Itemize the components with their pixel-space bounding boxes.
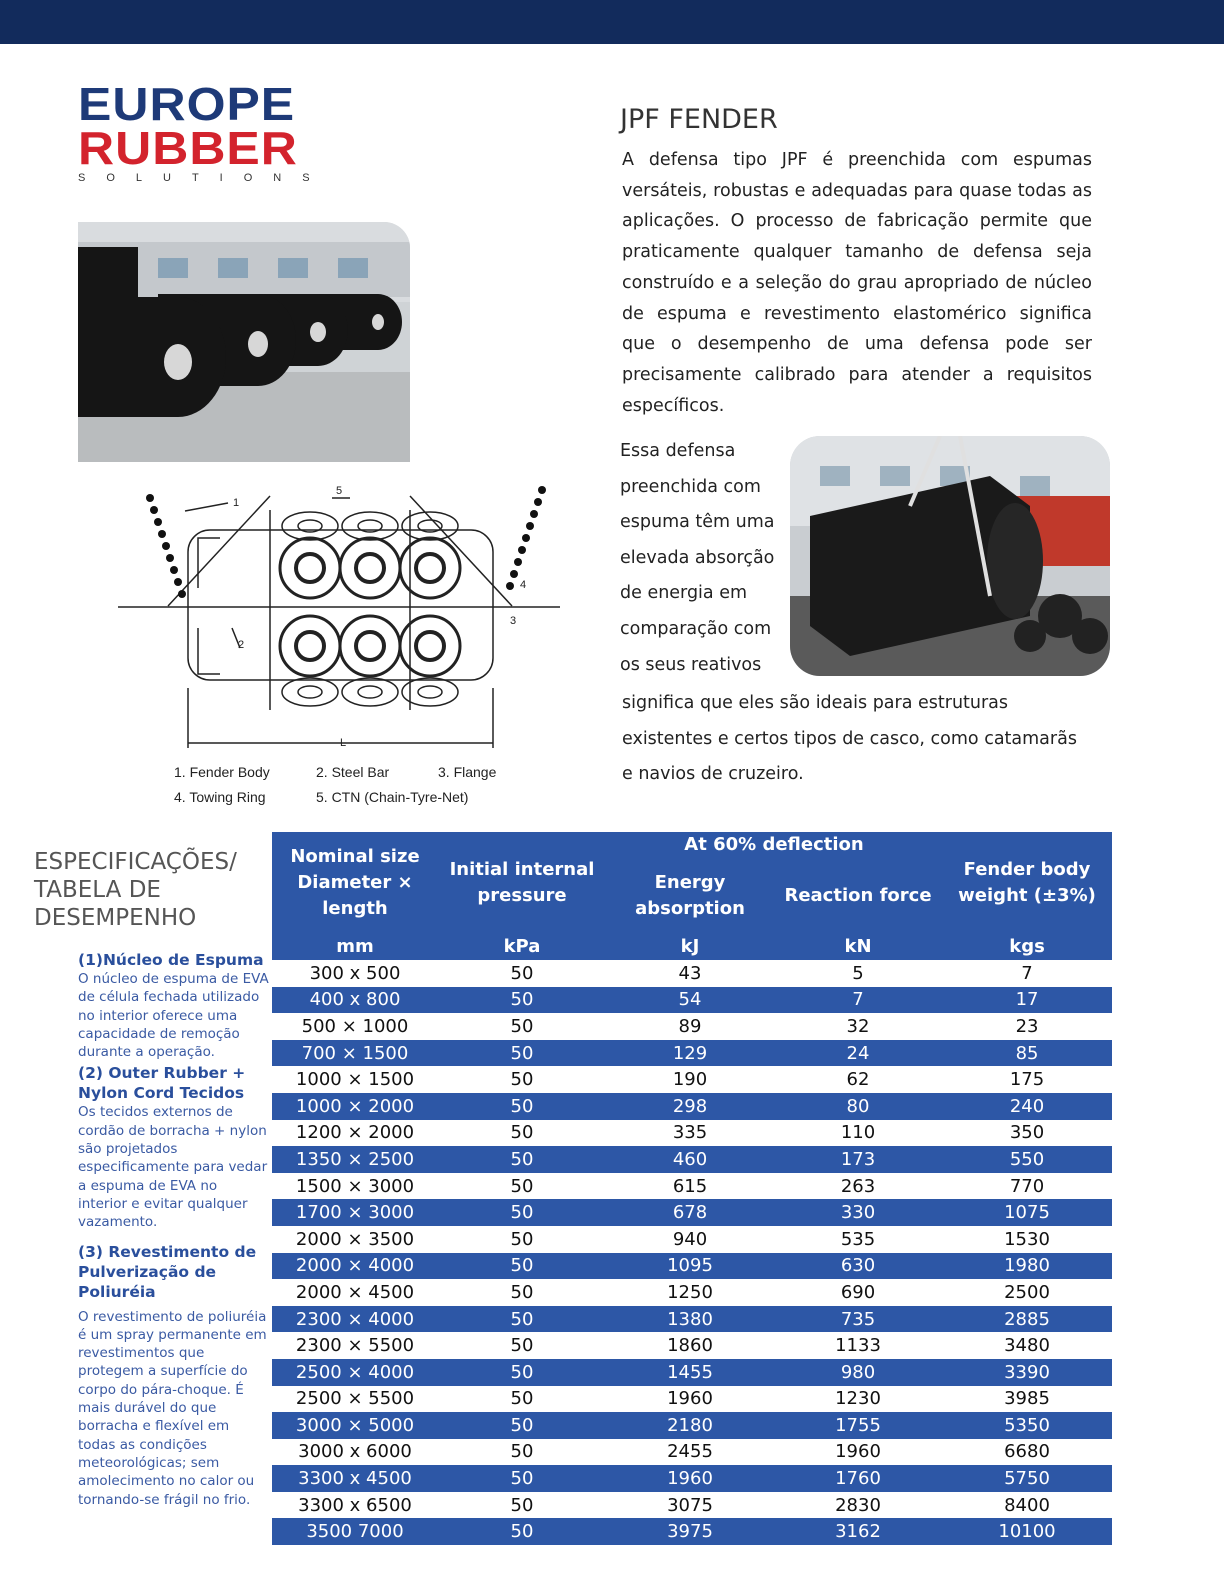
fender-diagram [110,478,570,760]
table-row [272,1306,1112,1333]
table-cell: 1760 [774,1465,942,1492]
table-row [272,1412,1112,1439]
table-cell: 615 [672,1175,708,1197]
table-row [272,1439,1112,1466]
table-cell: 129 [606,1040,774,1067]
table-cell: 3300 x 6500 [298,1494,412,1516]
table-cell: 240 [942,1093,1112,1120]
table-cell: 630 [774,1253,942,1280]
table-cell: 7 [774,987,942,1014]
table-cell: 50 [438,1306,606,1333]
table-cell: 3390 [942,1359,1112,1386]
table-cell: 85 [942,1040,1112,1067]
unit-kpa: kPa [438,934,606,960]
table-row [272,1492,1112,1519]
table-cell: 980 [774,1359,942,1386]
table-cell: 190 [672,1069,708,1091]
closing-paragraph: significa que eles são ideais para estruturas existentes e certos tipos de casco, como catamarãs e navios de cruzeiro. [622,693,1077,784]
table-cell: 2000 × 4500 [295,1281,415,1303]
brand-logo [78,78,338,184]
table-cell: 1350 × 2500 [272,1146,438,1173]
table-cell: 2000 × 3500 [295,1228,415,1250]
table-row [272,1013,1112,1040]
feature-notes [78,950,270,1511]
table-cell: 460 [606,1146,774,1173]
table-row [272,1359,1112,1386]
table-cell: 2830 [835,1494,881,1516]
header-nominal-size: Nominal size Diameter × length [272,832,438,934]
table-cell: 1000 × 1500 [295,1069,415,1091]
length-label: L [340,737,347,749]
table-cell: 298 [606,1093,774,1120]
table-cell: 1960 [667,1388,713,1410]
table-cell: 50 [438,1253,606,1280]
table-cell: 400 x 800 [272,987,438,1014]
table-row [272,1173,1112,1200]
table-cell: 263 [840,1175,876,1197]
table-cell: 62 [846,1069,870,1091]
table-cell: 175 [1009,1069,1045,1091]
table-cell: 1960 [606,1465,774,1492]
table-cell: 50 [510,1281,534,1303]
table-cell: 2500 × 5500 [295,1388,415,1410]
table-cell: 89 [678,1015,702,1037]
table-row [272,1518,1112,1545]
table-cell: 678 [606,1199,774,1226]
table-row [272,1465,1112,1492]
factory-fenders-photo [78,222,410,462]
table-row [272,1226,1112,1253]
header-reaction-force: Reaction force [774,858,942,934]
table-cell: 1075 [942,1199,1112,1226]
table-cell: 1500 × 3000 [295,1175,415,1197]
table-cell: 50 [510,1441,534,1463]
table-cell: 940 [672,1228,708,1250]
table-cell: 50 [438,1093,606,1120]
header-energy-absorption: Energy absorption [606,858,774,934]
table-row [272,1332,1112,1359]
table-cell: 2300 × 5500 [295,1335,415,1357]
note-text-polyurea: O revestimento de poliuréia é um spray permanente em revestimentos que protegem a superfície do corpo do pára-choque. É mais durável do que borracha e flexível em todas as condições meteorológicas; sem amolecimento no calor ou tornando-se frágil no frio. [78,1308,267,1508]
table-cell: 1230 [835,1388,881,1410]
table-row [272,987,1112,1014]
table-cell: 50 [438,1359,606,1386]
table-cell: 1250 [667,1281,713,1303]
table-cell: 50 [510,1228,534,1250]
callout-3: 3 [510,615,517,627]
table-cell: 7 [1021,962,1033,984]
table-cell: 550 [942,1146,1112,1173]
table-cell: 2000 × 4000 [272,1253,438,1280]
note-text-foam-core: O núcleo de espuma de EVA de célula fechada utilizado no interior oferece uma capacidade de remoção durante a operação. [78,971,269,1061]
note-text-outer-rubber: Os tecidos externos de cordão de borracha + nylon são projetados especificamente para vedar a espuma de EVA no interior e evitar qualquer vazamento. [78,1104,268,1231]
table-cell: 50 [510,1069,534,1091]
lifted-fender-photo [790,436,1110,676]
performance-table [272,832,1112,1545]
spec-section-title [34,848,266,932]
table-cell: 3000 x 6000 [298,1441,412,1463]
table-cell: 1000 × 2000 [272,1093,438,1120]
table-cell: 1380 [606,1306,774,1333]
table-cell: 3000 × 5000 [272,1412,438,1439]
unit-kj: kJ [606,934,774,960]
table-row [272,1199,1112,1226]
callout-5: 5 [336,485,343,497]
table-cell: 43 [678,962,702,984]
table-cell: 5 [852,962,864,984]
table-cell: 50 [510,962,534,984]
table-cell: 690 [840,1281,876,1303]
note-heading-outer-rubber: (2) Outer Rubber + Nylon Cord Tecidos [78,1064,246,1103]
table-cell: 500 × 1000 [301,1015,409,1037]
table-cell: 6680 [1004,1441,1050,1463]
legend-item: 5. CTN (Chain-Tyre-Net) [316,789,469,805]
table-cell: 1095 [606,1253,774,1280]
table-cell: 50 [510,1015,534,1037]
table-cell: 10100 [942,1518,1112,1545]
callout-4: 4 [520,579,527,591]
table-cell: 50 [438,1518,606,1545]
table-cell: 3985 [1004,1388,1050,1410]
top-banner [0,0,1224,44]
table-cell: 50 [510,1388,534,1410]
table-cell: 32 [846,1015,870,1037]
table-cell: 3075 [667,1494,713,1516]
table-cell: 50 [438,1040,606,1067]
table-cell: 23 [1015,1015,1039,1037]
table-cell: 50 [438,1412,606,1439]
table-cell: 1200 × 2000 [295,1122,415,1144]
header-body-weight: Fender body weight (±3%) [942,832,1112,934]
table-cell: 335 [672,1122,708,1144]
table-cell: 2455 [667,1441,713,1463]
table-cell: 50 [510,1335,534,1357]
table-row [272,1146,1112,1173]
table-cell: 5350 [942,1412,1112,1439]
table-cell: 50 [510,1175,534,1197]
table-cell: 350 [1009,1122,1045,1144]
table-row [272,1040,1112,1067]
table-cell: 770 [1009,1175,1045,1197]
table-cell: 80 [774,1093,942,1120]
table-cell: 110 [840,1122,876,1144]
legend-item: 4. Towing Ring [174,789,266,805]
table-row [272,1066,1112,1093]
table-cell: 5750 [942,1465,1112,1492]
unit-kn: kN [774,934,942,960]
table-cell: 1133 [835,1335,881,1357]
table-cell: 2500 × 4000 [272,1359,438,1386]
table-cell: 330 [774,1199,942,1226]
table-row [272,1386,1112,1413]
logo-word-rubber: RUBBER [78,122,298,174]
table-cell: 735 [774,1306,942,1333]
table-cell: 1700 × 3000 [272,1199,438,1226]
table-cell: 50 [510,1122,534,1144]
table-cell: 1980 [942,1253,1112,1280]
legend-item: 3. Flange [438,764,497,780]
table-cell: 3975 [606,1518,774,1545]
table-cell: 50 [438,1199,606,1226]
logo-word-solutions: SOLUTIONS [78,172,331,184]
unit-mm: mm [272,934,438,960]
spec-title-text: ESPECIFICAÇÕES/ TABELA DE DESEMPENHO [34,849,237,931]
table-cell: 50 [510,1494,534,1516]
callout-2: 2 [238,639,245,651]
table-cell: 3500 7000 [272,1518,438,1545]
table-row [272,1279,1112,1306]
table-cell: 3480 [1004,1335,1050,1357]
table-row [272,960,1112,987]
table-cell: 1455 [606,1359,774,1386]
table-cell: 50 [438,1465,606,1492]
table-cell: 2500 [1004,1281,1050,1303]
header-group-deflection: At 60% deflection [606,832,942,858]
table-row [272,1120,1112,1147]
intro-paragraph: A defensa tipo JPF é preenchida com espumas versáteis, robustas e adequadas para quase todas as aplicações. O processo de fabricação permite que praticamente qualquer tamanho de defensa seja construído e a seleção do grau apropriado de núcleo de espuma e revestimento elastomérico significa que o desempenho de uma defensa pode ser precisamente calibrado para atender a requisitos específicos. [622,150,1092,416]
table-cell: 1530 [1004,1228,1050,1250]
table-cell: 50 [438,1146,606,1173]
table-cell: 535 [840,1228,876,1250]
table-cell: 2885 [942,1306,1112,1333]
table-cell: 1755 [774,1412,942,1439]
table-cell: 1860 [667,1335,713,1357]
side-paragraph: Essa defensa preenchida com espuma têm uma elevada absorção de energia em comparação com os seus reativos [620,441,775,675]
table-cell: 173 [774,1146,942,1173]
table-cell: 1960 [835,1441,881,1463]
table-cell: 300 x 500 [309,962,401,984]
callout-1: 1 [233,497,240,509]
note-heading-polyurea: (3) Revestimento de Pulverização de Poliuréia [78,1242,257,1301]
page-title: JPF FENDER [620,104,778,135]
note-heading-foam-core: (1)Núcleo de Espuma [78,951,264,969]
unit-kgs: kgs [942,934,1112,960]
table-cell: 8400 [1004,1494,1050,1516]
header-internal-pressure: Initial internal pressure [438,832,606,934]
logo-word-europe: EUROPE [78,78,296,130]
table-cell: 3300 x 4500 [272,1465,438,1492]
table-cell: 700 × 1500 [272,1040,438,1067]
table-cell: 24 [774,1040,942,1067]
table-cell: 3162 [774,1518,942,1545]
table-cell: 50 [438,987,606,1014]
table-cell: 17 [942,987,1112,1014]
table-row [272,1093,1112,1120]
legend-item: 2. Steel Bar [316,764,390,780]
table-cell: 2180 [606,1412,774,1439]
legend-item: 1. Fender Body [174,764,270,780]
table-row [272,1253,1112,1280]
table-cell: 2300 × 4000 [272,1306,438,1333]
table-cell: 54 [606,987,774,1014]
